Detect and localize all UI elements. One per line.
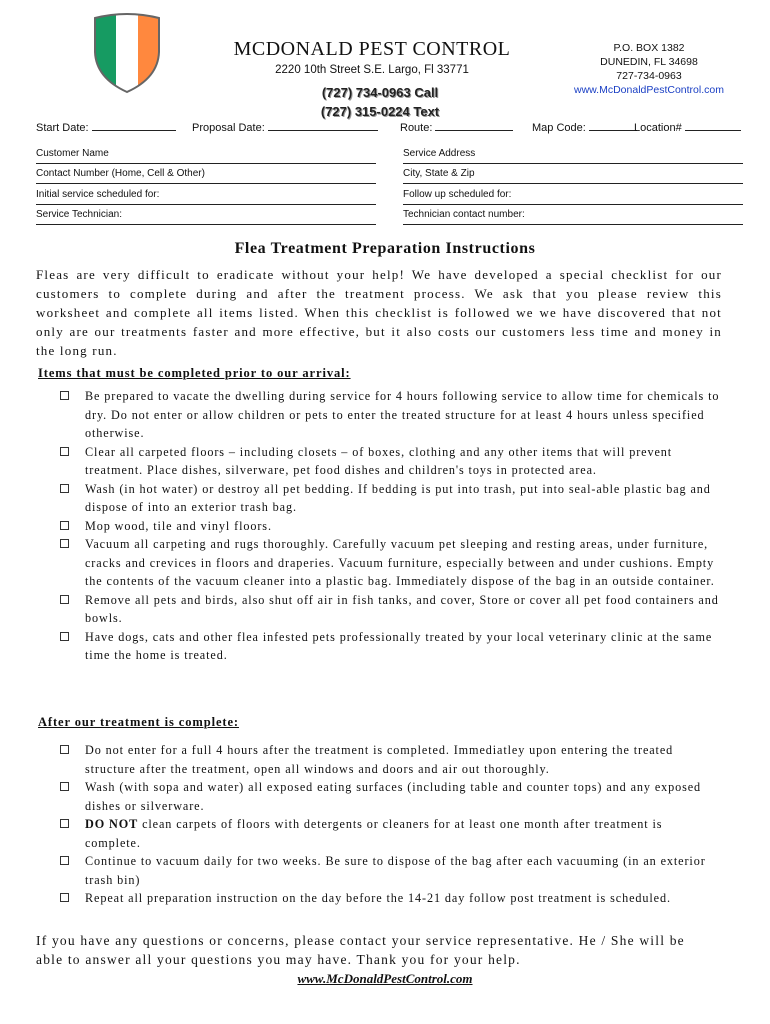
checkbox-icon[interactable] <box>60 595 69 604</box>
before-arrival-checklist <box>60 387 720 665</box>
checklist-item <box>60 480 720 517</box>
checkbox-icon[interactable] <box>60 484 69 493</box>
company-address: 2220 10th Street S.E. Largo, Fl 33771 <box>275 64 469 76</box>
document-title: Flea Treatment Preparation Instructions <box>234 240 536 257</box>
customer-name-field[interactable]: Customer Name <box>36 146 376 164</box>
map-code-field[interactable] <box>532 119 637 134</box>
after-treatment-checklist <box>60 741 720 908</box>
start-date-field[interactable] <box>36 119 176 134</box>
checkbox-icon[interactable] <box>60 819 69 828</box>
location-field[interactable] <box>634 119 741 134</box>
company-logo-shield <box>92 12 162 94</box>
proposal-date-line <box>268 119 378 131</box>
po-box: P.O. BOX 1382 <box>613 42 685 54</box>
footer-website-link[interactable]: www.McDonaldPestControl.com <box>297 971 473 986</box>
start-date-label: Start Date: <box>36 122 89 134</box>
technician-contact-field[interactable]: Technician contact number: <box>403 207 743 225</box>
checklist-item <box>60 443 720 480</box>
location-line <box>685 119 741 131</box>
city-state-zip-field[interactable]: City, State & Zip <box>403 166 743 184</box>
before-arrival-heading: Items that must be completed prior to our arrival: <box>38 366 351 380</box>
text-phone-number: (727) 315-0224 Text <box>320 104 440 119</box>
route-line <box>435 119 513 131</box>
checkbox-icon[interactable] <box>60 447 69 456</box>
checkbox-icon[interactable] <box>60 745 69 754</box>
checklist-item <box>60 852 720 889</box>
route-label: Route: <box>400 122 433 134</box>
checklist-item-text: Be prepared to vacate the dwelling during service for 4 hours following service to allow time for chemicals to dry. Do not enter or allow children or pets to enter the treated structure for at least 4 hours unless specified otherwise. <box>85 389 720 440</box>
checklist-item <box>60 741 720 778</box>
start-date-line <box>92 119 176 131</box>
call-phone-number: (727) 734-0963 Call <box>321 85 439 100</box>
checklist-item-text: Wash (in hot water) or destroy all pet bedding. If bedding is put into trash, put into seal-able plastic bag and dispose of into an exterior trash bag. <box>85 481 711 514</box>
checklist-item-text: Remove all pets and birds, also shut off air in fish tanks, and cover, Store or cover all pet food containers and bowls. <box>85 592 719 625</box>
after-treatment-heading: After our treatment is complete: <box>38 715 239 729</box>
checkbox-icon[interactable] <box>60 391 69 400</box>
website-link[interactable]: www.McDonaldPestControl.com <box>574 84 724 96</box>
map-code-label: Map Code: <box>532 122 586 134</box>
checklist-item-text: Wash (with sopa and water) all exposed eating surfaces (including table and counter tops) and any exposed dishes or silverware. <box>85 780 702 813</box>
mailing-city: DUNEDIN, FL 34698 <box>600 56 698 68</box>
checklist-item <box>60 591 720 628</box>
checkbox-icon[interactable] <box>60 856 69 865</box>
checklist-item-text: Do not enter for a full 4 hours after the treatment is completed. Immediatley upon entering the treated structure after the treatment, open all windows and doors and air out thoroughly. <box>85 743 674 776</box>
proposal-date-field[interactable] <box>192 119 378 134</box>
checklist-item-text: Have dogs, cats and other flea infested pets professionally treated by your local veterinary clinic at the same time the home is treated. <box>85 629 713 662</box>
proposal-date-label: Proposal Date: <box>192 122 265 134</box>
map-code-line <box>589 119 637 131</box>
office-phone: 727-734-0963 <box>616 70 682 82</box>
checkbox-icon[interactable] <box>60 539 69 548</box>
checklist-item <box>60 889 720 908</box>
checklist-item-text: Clear all carpeted floors – including closets – of boxes, clothing and any other items that will prevent treatment. Place dishes, silverware, pet food dishes and children's toys in protected area. <box>85 444 673 477</box>
contact-number-field[interactable]: Contact Number (Home, Cell & Other) <box>36 166 376 184</box>
checklist-item-text: clean carpets of floors with detergents or cleaners for at least one month after treatment is complete. <box>85 817 663 850</box>
service-technician-field[interactable]: Service Technician: <box>36 207 376 225</box>
checkbox-icon[interactable] <box>60 521 69 530</box>
checklist-item-text: Mop wood, tile and vinyl floors. <box>85 518 272 533</box>
checklist-item <box>60 778 720 815</box>
follow-up-field[interactable]: Follow up scheduled for: <box>403 187 743 205</box>
closing-paragraph: If you have any questions or concerns, please contact your service representative. He / She will be able to answer all your questions you may have. Thank you for your help. <box>36 933 685 967</box>
checkbox-icon[interactable] <box>60 893 69 902</box>
checklist-item-text: Continue to vacuum daily for two weeks. Be sure to dispose of the bag after each vacuuming (in an exterior trash bin) <box>85 854 706 887</box>
initial-service-field[interactable]: Initial service scheduled for: <box>36 187 376 205</box>
checklist-item-text: Repeat all preparation instruction on the day before the 14-21 day follow post treatment is scheduled. <box>85 891 671 905</box>
checkbox-icon[interactable] <box>60 782 69 791</box>
checkbox-icon[interactable] <box>60 632 69 641</box>
checklist-item <box>60 387 720 443</box>
checklist-item <box>60 815 720 852</box>
route-field[interactable] <box>400 119 513 134</box>
location-label: Location# <box>634 122 682 134</box>
checklist-item-emphasis: DO NOT <box>85 817 139 831</box>
checklist-item <box>60 517 720 536</box>
checklist-item <box>60 628 720 665</box>
checklist-item-text: Vacuum all carpeting and rugs thoroughly. Carefully vacuum pet sleeping and resting areas, under furniture, cracks and crevices in floors and draperies. Vacuum furniture, especially between and under cushions. Empty the contents of the vacuum cleaner into a plastic bag. Immediately dispose of the bag in an outside container. <box>85 537 715 588</box>
service-address-field[interactable]: Service Address <box>403 146 743 164</box>
intro-paragraph: Fleas are very difficult to eradicate without your help! We have developed a special checklist for our customers to complete during and after the treatment process. We ask that you please review this worksheet and complete all items listed. When this checklist is followed we we have discovered that not only are our treatments faster and more effective, but it also costs our customers less time and money in the long run. <box>36 267 722 358</box>
checklist-item <box>60 535 720 591</box>
company-name: MCDONALD PEST CONTROL <box>233 38 511 60</box>
